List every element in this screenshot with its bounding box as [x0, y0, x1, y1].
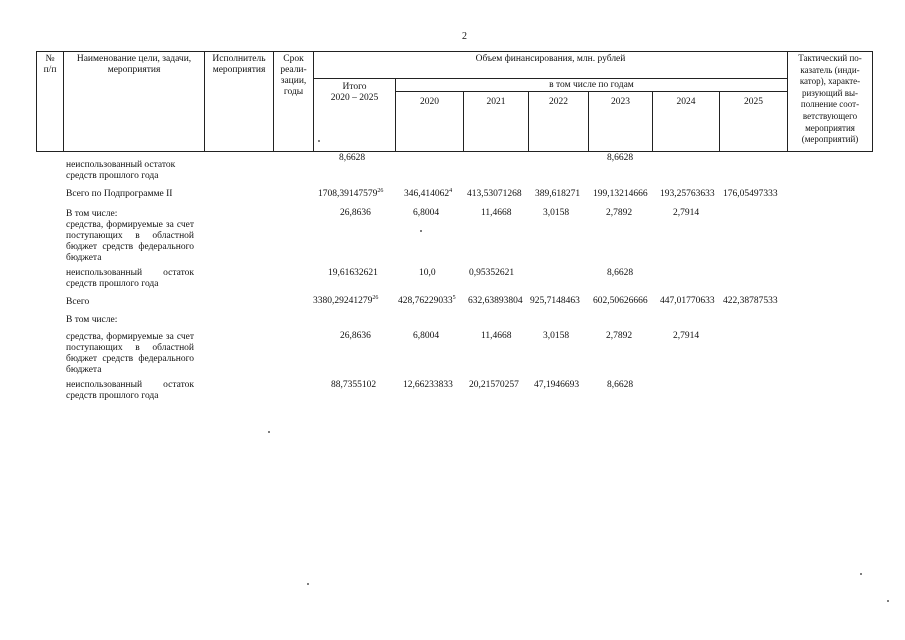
- row-total: 8,6628: [339, 153, 366, 163]
- row-2025: 422,38787533: [723, 296, 778, 306]
- scan-speck: [268, 431, 270, 433]
- row-2022: 925,7148463: [530, 296, 580, 306]
- row-total: [313, 296, 378, 307]
- row-2021: 11,4668: [481, 208, 512, 218]
- row-total-value: 3380,29241279: [313, 296, 373, 306]
- row-label: средства, формируемые за счет поступающих в областной бюджет средств федерального бюджета: [66, 332, 194, 375]
- row-total-footnote: 26: [372, 294, 379, 301]
- header-year-2021: 2021: [486, 97, 506, 107]
- row-2023: 8,6628: [607, 380, 634, 390]
- row-2021: 11,4668: [481, 331, 512, 341]
- row-2023: 2,7892: [606, 208, 633, 218]
- row-2020: 6,8004: [413, 208, 440, 218]
- row-2025: 176,05497333: [723, 189, 778, 199]
- header-year-2023: 2023: [611, 97, 630, 107]
- row-2021: 413,53071268: [467, 189, 522, 199]
- row-2024: 447,01770633: [660, 296, 715, 306]
- row-label: Всего по Подпрограмме II: [66, 189, 173, 199]
- scan-speck: [420, 230, 422, 232]
- header-year-2020: 2020: [420, 97, 439, 107]
- row-2020-value: 346,414062: [404, 189, 450, 199]
- header-indicator: Тактический по- казатель (инди- катор), характе- ризующий вы- полнение соот- ветствующего мероприятия (мероприятий): [798, 53, 862, 145]
- row-2020-value: 428,76229033: [398, 296, 453, 306]
- row-2021: 0,95352621: [469, 268, 515, 278]
- row-2020: [398, 296, 456, 307]
- row-2020: 10,0: [419, 268, 436, 278]
- row-2022: 389,618271: [535, 189, 581, 199]
- row-label: неиспользованный остаток средств прошлого года: [66, 380, 194, 401]
- row-2020: [404, 189, 452, 200]
- row-total: [318, 189, 383, 200]
- header-executor: Исполнитель мероприятия: [212, 54, 266, 75]
- scan-speck: [887, 600, 889, 602]
- row-2022: 47,1946693: [534, 380, 580, 390]
- row-label: неиспользованный остаток средств прошлого года: [66, 268, 194, 289]
- header-number: № п/п: [43, 54, 57, 75]
- row-total-value: 1708,39147579: [318, 189, 378, 199]
- row-total: 26,8636: [340, 208, 371, 218]
- row-total-footnote: 26: [377, 187, 384, 194]
- row-2022: 3,0158: [543, 331, 570, 341]
- table-header: [36, 51, 873, 152]
- row-2020-footnote: 4: [449, 187, 453, 194]
- row-total: 88,7355102: [331, 380, 377, 390]
- header-term: Срок реали- зации, годы: [280, 54, 307, 97]
- header-name: Наименование цели, задачи, мероприятия: [76, 54, 192, 75]
- row-2020-footnote: 5: [452, 294, 456, 301]
- row-2024: 2,7914: [673, 331, 700, 341]
- row-2023: 2,7892: [606, 331, 633, 341]
- row-2023: 602,50626666: [593, 296, 648, 306]
- header-year-2025: 2025: [744, 97, 763, 107]
- row-2024: 193,25763633: [660, 189, 715, 199]
- scan-speck: [318, 140, 320, 142]
- row-2023: 199,13214666: [593, 189, 648, 199]
- header-year-2022: 2022: [549, 97, 568, 107]
- row-2021: 20,21570257: [469, 380, 519, 390]
- row-total: 26,8636: [340, 331, 371, 341]
- row-label: В том числе:: [66, 315, 118, 325]
- header-total: Итого 2020 – 2025: [330, 82, 379, 103]
- header-finance: Объем финансирования, млн. рублей: [475, 54, 626, 64]
- row-2022: 3,0158: [543, 208, 570, 218]
- row-label: средства, формируемые за счет поступающих в областной бюджет средств федерального бюджета: [66, 220, 194, 263]
- header-by-years: в том числе по годам: [549, 80, 634, 90]
- row-2020: 12,66233833: [403, 380, 453, 390]
- row-2023: 8,6628: [607, 153, 634, 163]
- row-label: Всего: [66, 297, 90, 307]
- scan-speck: [860, 573, 862, 575]
- row-2021: 632,63893804: [468, 296, 523, 306]
- row-label: неиспользованный остаток средств прошлого года: [66, 160, 176, 181]
- row-label: В том числе:: [66, 209, 118, 219]
- row-2024: 2,7914: [673, 208, 700, 218]
- header-year-2024: 2024: [676, 97, 696, 107]
- row-total: 19,61632621: [328, 268, 378, 278]
- row-2020: 6,8004: [413, 331, 440, 341]
- row-2023: 8,6628: [607, 268, 634, 278]
- page-number: 2: [462, 31, 467, 42]
- scan-speck: [307, 583, 309, 585]
